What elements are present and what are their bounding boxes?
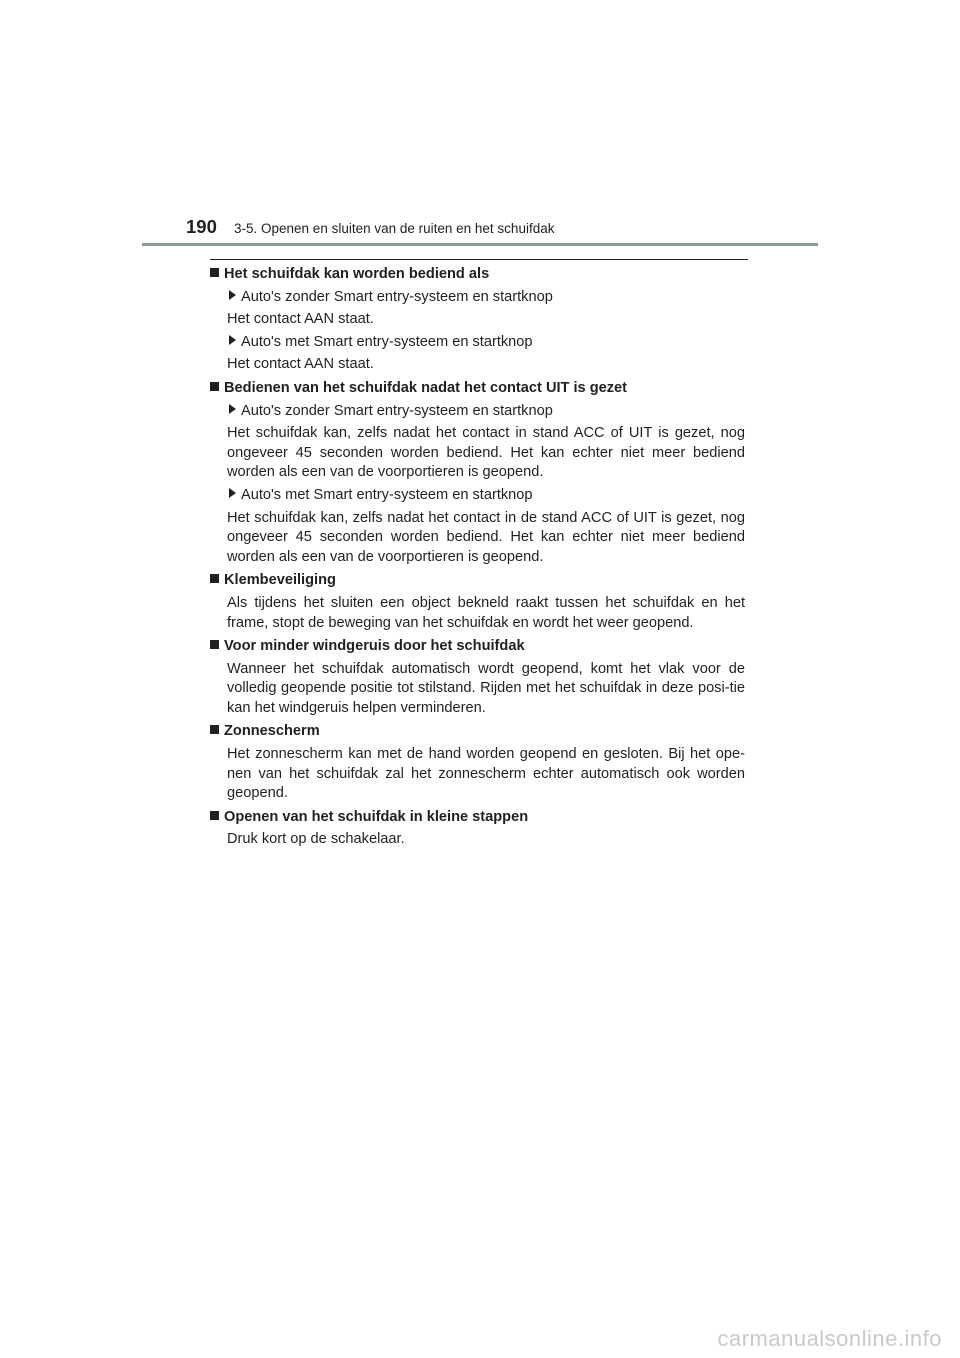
section-title: Zonnescherm <box>224 723 320 740</box>
paragraph: Het contact AAN staat. <box>227 356 374 373</box>
sub-heading-text: Auto's zonder Smart entry-systeem en startknop <box>241 288 553 305</box>
section-title: Klembeveiliging <box>224 572 336 589</box>
triangle-bullet-icon <box>229 335 236 345</box>
section-heading <box>210 379 745 399</box>
paragraph: Als tijdens het sluiten een object bekneld raakt tussen het schuifdak en het frame, stopt de beweging van het schuifdak en wordt het weer geopend. <box>227 594 745 631</box>
document-body <box>210 265 745 854</box>
square-bullet-icon <box>210 640 219 649</box>
paragraph: Het contact AAN staat. <box>227 311 374 328</box>
paragraph: Het schuifdak kan, zelfs nadat het contact in de stand ACC of UIT is gezet, nog ongeveer 45 seconden worden bediend. Het kan echter niet meer bediend worden als een van de voorportieren is geopend. <box>227 509 745 565</box>
sub-heading <box>227 402 745 422</box>
section-item <box>210 594 745 633</box>
section <box>210 722 745 803</box>
section <box>210 571 745 633</box>
square-bullet-icon <box>210 811 219 820</box>
section-heading <box>210 637 745 657</box>
paragraph: Het zonnescherm kan met de hand worden geopend en gesloten. Bij het ope-nen van het schuifdak zal het zonnescherm echter automatisch ook worden geopend. <box>227 746 745 802</box>
section-title: Voor minder windgeruis door het schuifdak <box>224 638 525 655</box>
section-divider <box>210 259 748 260</box>
section-item <box>210 486 745 567</box>
section-item <box>210 402 745 483</box>
page-header <box>186 216 826 242</box>
section <box>210 637 745 718</box>
section-heading <box>210 808 745 828</box>
watermark-logo: carmanualsonline.info <box>717 1326 942 1351</box>
section-title: Het schuifdak kan worden bediend als <box>224 266 490 282</box>
section-heading <box>210 265 745 285</box>
section-item <box>210 745 745 804</box>
sub-heading <box>227 486 745 506</box>
chapter-title: 3-5. Openen en sluiten van de ruiten en het schuifdak <box>234 221 555 236</box>
paragraph: Druk kort op de schakelaar. <box>227 831 405 848</box>
triangle-bullet-icon <box>229 290 236 300</box>
section <box>210 265 745 375</box>
paragraph: Wanneer het schuifdak automatisch wordt geopend, komt het vlak voor de volledig geopende positie tot stilstand. Rijden met het schuifdak in deze posi-tie kan het windgeruis helpen verminderen. <box>227 660 745 716</box>
square-bullet-icon <box>210 725 219 734</box>
square-bullet-icon <box>210 574 219 583</box>
square-bullet-icon <box>210 382 219 391</box>
sub-heading-text: Auto's zonder Smart entry-systeem en startknop <box>241 402 553 419</box>
triangle-bullet-icon <box>229 488 236 498</box>
sub-heading-text: Auto's met Smart entry-systeem en startknop <box>241 333 533 350</box>
sub-heading <box>227 333 745 353</box>
section-item <box>210 660 745 719</box>
triangle-bullet-icon <box>229 404 236 414</box>
section-item <box>210 288 745 330</box>
section-title: Openen van het schuifdak in kleine stappen <box>224 808 529 825</box>
section-heading <box>210 722 745 742</box>
section-title: Bedienen van het schuifdak nadat het contact UIT is gezet <box>224 379 628 396</box>
section-item <box>210 333 745 375</box>
page-number: 190 <box>186 216 217 237</box>
header-divider <box>142 243 818 246</box>
section <box>210 379 745 567</box>
sub-heading-text: Auto's met Smart entry-systeem en startknop <box>241 486 533 503</box>
paragraph: Het schuifdak kan, zelfs nadat het contact in stand ACC of UIT is gezet, nog ongeveer 45 seconden worden bediend. Het kan echter niet meer bediend worden als een van de voorportieren is geopend. <box>227 425 745 481</box>
section-item <box>210 830 745 850</box>
square-bullet-icon <box>210 268 219 277</box>
section-heading <box>210 571 745 591</box>
section <box>210 808 745 850</box>
sub-heading <box>227 288 745 308</box>
